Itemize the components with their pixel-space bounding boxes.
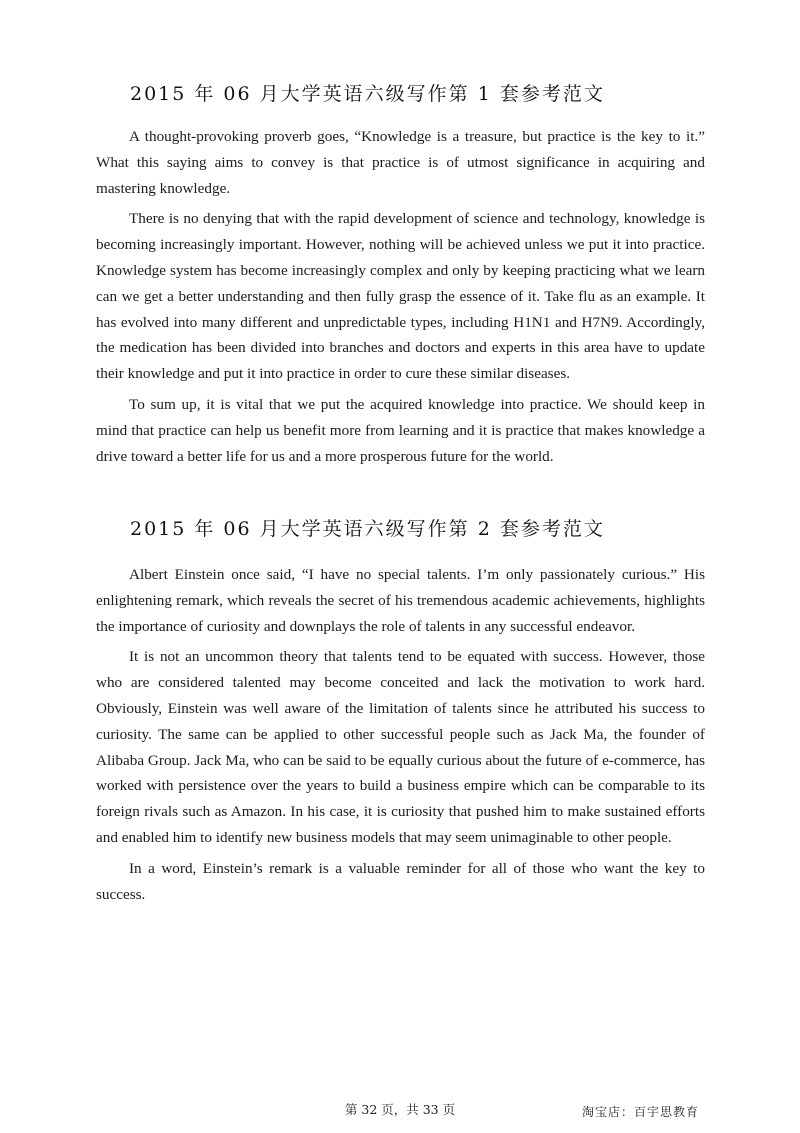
- essay-2: [96, 562, 705, 912]
- essay-1-paragraph-2: There is no denying that with the rapid development of science and technology, knowledge is becoming increasingly important. However, nothing will be achieved unless we put it into practice. Knowledge system has become increasingly complex and only by keeping practicing what we learn can we get a better understanding and then fully grasp the essence of it. Take flu as an example. It has evolved into many different and unpredictable types, including H1N1 and H7N9. Accordingly, the medication has been divided into branches and doctors and experts in this area have to update their knowledge and put it into practice in order to cure these similar diseases.: [96, 210, 705, 383]
- essay-2-paragraph-1: Albert Einstein once said, “I have no special talents. I’m only passionately curious.” His enlightening remark, which reveals the secret of his tremendous academic achievements, highlights the importance of curiosity and downplays the role of talents in any successful endeavor.: [96, 566, 705, 635]
- page-number: 第 32 页，共 33 页: [344, 1102, 456, 1117]
- essay-2-paragraph-2: It is not an uncommon theory that talents tend to be equated with success. However, those who are considered talented may become conceited and lack the motivation to work hard. Obviously, Einstein was well aware of the limitation of talents since he attributed his success to curiosity. The same can be applied to other successful people such as Jack Ma, the founder of Alibaba Group. Jack Ma, who can be said to be equally curious about the future of e-commerce, has worked with persistence over the years to build a business empire which can be comparable to its foreign rivals such as Amazon. In his case, it is curiosity that pushed him to make sustained efforts and enabled him to identify new business models that may seem unimaginable to other people.: [96, 648, 705, 846]
- essay-2-paragraph-3: In a word, Einstein’s remark is a valuable reminder for all of those who want the key to success.: [96, 859, 705, 903]
- section-1-title: 2015 年 06 月大学英语六级写作第 1 套参考范文: [130, 83, 605, 105]
- essay-1-paragraph-3: To sum up, it is vital that we put the acquired knowledge into practice. We should keep in mind that practice can help us benefit more from learning and it is practice that makes knowledge a drive toward a better life for us and a more prosperous future for the world.: [96, 395, 705, 465]
- essay-1: [96, 124, 705, 474]
- section-2-title: 2015 年 06 月大学英语六级写作第 2 套参考范文: [130, 518, 605, 540]
- essay-1-paragraph-1: A thought-provoking proverb goes, “Knowledge is a treasure, but practice is the key to it.” What this saying aims to convey is that practice is of utmost significance in acquiring and mastering knowledge.: [96, 128, 705, 197]
- shop-credit: 淘宝店：百宇思教育: [582, 1105, 700, 1119]
